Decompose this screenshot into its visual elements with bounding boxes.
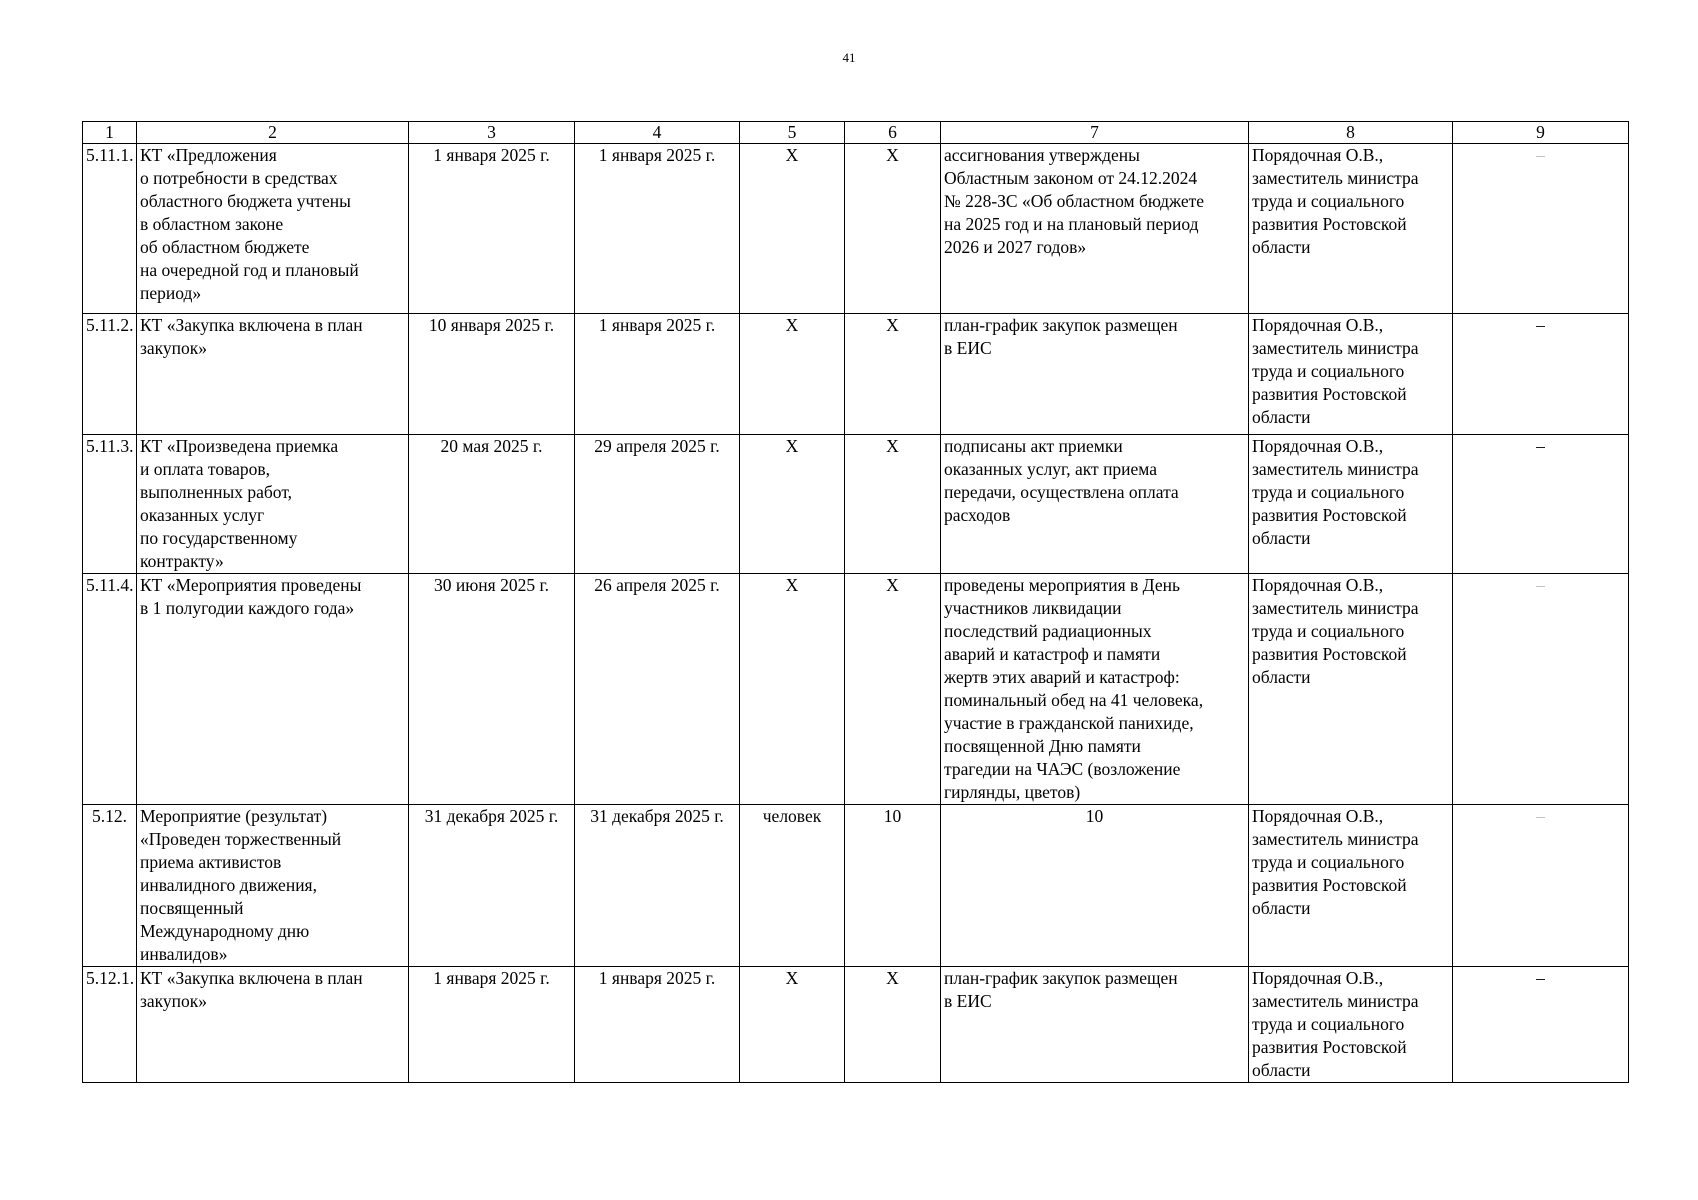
table-row bbox=[83, 144, 1629, 314]
actual-date: 26 апреля 2025 г. bbox=[575, 574, 740, 805]
event-name: Мероприятие (результат) «Проведен торжественный приема активистов инвалидного движения, посвященный Международному дню инвалидов» bbox=[137, 805, 409, 967]
row-number: 5.12. bbox=[83, 805, 137, 967]
result-cell: ассигнования утверждены Областным законом от 24.12.2024 № 228-ЗС «Об областном бюджете на 2025 год и на плановый период 2026 и 2027 годов» bbox=[941, 144, 1249, 314]
value-cell: Х bbox=[845, 314, 941, 435]
header-cell-3: 3 bbox=[409, 122, 575, 144]
note-cell: – bbox=[1453, 805, 1629, 967]
value-cell: Х bbox=[845, 435, 941, 574]
unit-cell: Х bbox=[740, 144, 845, 314]
value-cell: Х bbox=[845, 144, 941, 314]
note-cell: – bbox=[1453, 314, 1629, 435]
event-name: КТ «Произведена приемка и оплата товаров, выполненных работ, оказанных услуг по государственному контракту» bbox=[137, 435, 409, 574]
actual-date: 1 января 2025 г. bbox=[575, 314, 740, 435]
header-cell-5: 5 bbox=[740, 122, 845, 144]
row-number: 5.11.2. bbox=[83, 314, 137, 435]
planned-date: 1 января 2025 г. bbox=[409, 144, 575, 314]
header-cell-6: 6 bbox=[845, 122, 941, 144]
note-cell: – bbox=[1453, 574, 1629, 805]
header-cell-2: 2 bbox=[137, 122, 409, 144]
planned-date: 31 декабря 2025 г. bbox=[409, 805, 575, 967]
table-row bbox=[83, 967, 1629, 1083]
result-cell: план-график закупок размещен в ЕИС bbox=[941, 314, 1249, 435]
event-name: КТ «Закупка включена в план закупок» bbox=[137, 314, 409, 435]
header-cell-7: 7 bbox=[941, 122, 1249, 144]
responsible-cell: Порядочная О.В., заместитель министра труда и социального развития Ростовской области bbox=[1249, 435, 1453, 574]
report-table bbox=[82, 121, 1629, 1083]
planned-date: 10 января 2025 г. bbox=[409, 314, 575, 435]
row-number: 5.11.1. bbox=[83, 144, 137, 314]
note-cell: – bbox=[1453, 435, 1629, 574]
actual-date: 1 января 2025 г. bbox=[575, 967, 740, 1083]
note-cell: – bbox=[1453, 967, 1629, 1083]
header-cell-8: 8 bbox=[1249, 122, 1453, 144]
responsible-cell: Порядочная О.В., заместитель министра труда и социального развития Ростовской области bbox=[1249, 967, 1453, 1083]
unit-cell: Х bbox=[740, 435, 845, 574]
responsible-cell: Порядочная О.В., заместитель министра труда и социального развития Ростовской области bbox=[1249, 805, 1453, 967]
value-cell: 10 bbox=[845, 805, 941, 967]
value-cell: Х bbox=[845, 574, 941, 805]
table-row bbox=[83, 435, 1629, 574]
table-row bbox=[83, 314, 1629, 435]
unit-cell: Х bbox=[740, 314, 845, 435]
result-cell: план-график закупок размещен в ЕИС bbox=[941, 967, 1249, 1083]
value-cell: Х bbox=[845, 967, 941, 1083]
unit-cell: Х bbox=[740, 574, 845, 805]
actual-date: 29 апреля 2025 г. bbox=[575, 435, 740, 574]
event-name: КТ «Закупка включена в план закупок» bbox=[137, 967, 409, 1083]
note-cell: – bbox=[1453, 144, 1629, 314]
row-number: 5.12.1. bbox=[83, 967, 137, 1083]
event-name: КТ «Предложения о потребности в средствах областного бюджета учтены в областном законе об областном бюджете на очередной год и плановый период» bbox=[137, 144, 409, 314]
table-row bbox=[83, 574, 1629, 805]
header-cell-9: 9 bbox=[1453, 122, 1629, 144]
responsible-cell: Порядочная О.В., заместитель министра труда и социального развития Ростовской области bbox=[1249, 314, 1453, 435]
event-name: КТ «Мероприятия проведены в 1 полугодии каждого года» bbox=[137, 574, 409, 805]
header-row bbox=[83, 122, 1629, 144]
row-number: 5.11.4. bbox=[83, 574, 137, 805]
table-row bbox=[83, 805, 1629, 967]
responsible-cell: Порядочная О.В., заместитель министра труда и социального развития Ростовской области bbox=[1249, 574, 1453, 805]
header-cell-1: 1 bbox=[83, 122, 137, 144]
result-cell: проведены мероприятия в День участников ликвидации последствий радиационных аварий и катастроф и памяти жертв этих аварий и катастроф: поминальный обед на 41 человека, участие в гражданской панихиде, посвященной Дню памяти трагедии на ЧАЭС (возложение гирлянды, цветов) bbox=[941, 574, 1249, 805]
planned-date: 1 января 2025 г. bbox=[409, 967, 575, 1083]
planned-date: 20 мая 2025 г. bbox=[409, 435, 575, 574]
unit-cell: человек bbox=[740, 805, 845, 967]
result-cell: подписаны акт приемки оказанных услуг, акт приема передачи, осуществлена оплата расходов bbox=[941, 435, 1249, 574]
unit-cell: Х bbox=[740, 967, 845, 1083]
page-number: 41 bbox=[842, 50, 856, 65]
responsible-cell: Порядочная О.В., заместитель министра труда и социального развития Ростовской области bbox=[1249, 144, 1453, 314]
actual-date: 1 января 2025 г. bbox=[575, 144, 740, 314]
result-cell: 10 bbox=[941, 805, 1249, 967]
row-number: 5.11.3. bbox=[83, 435, 137, 574]
actual-date: 31 декабря 2025 г. bbox=[575, 805, 740, 967]
header-cell-4: 4 bbox=[575, 122, 740, 144]
planned-date: 30 июня 2025 г. bbox=[409, 574, 575, 805]
